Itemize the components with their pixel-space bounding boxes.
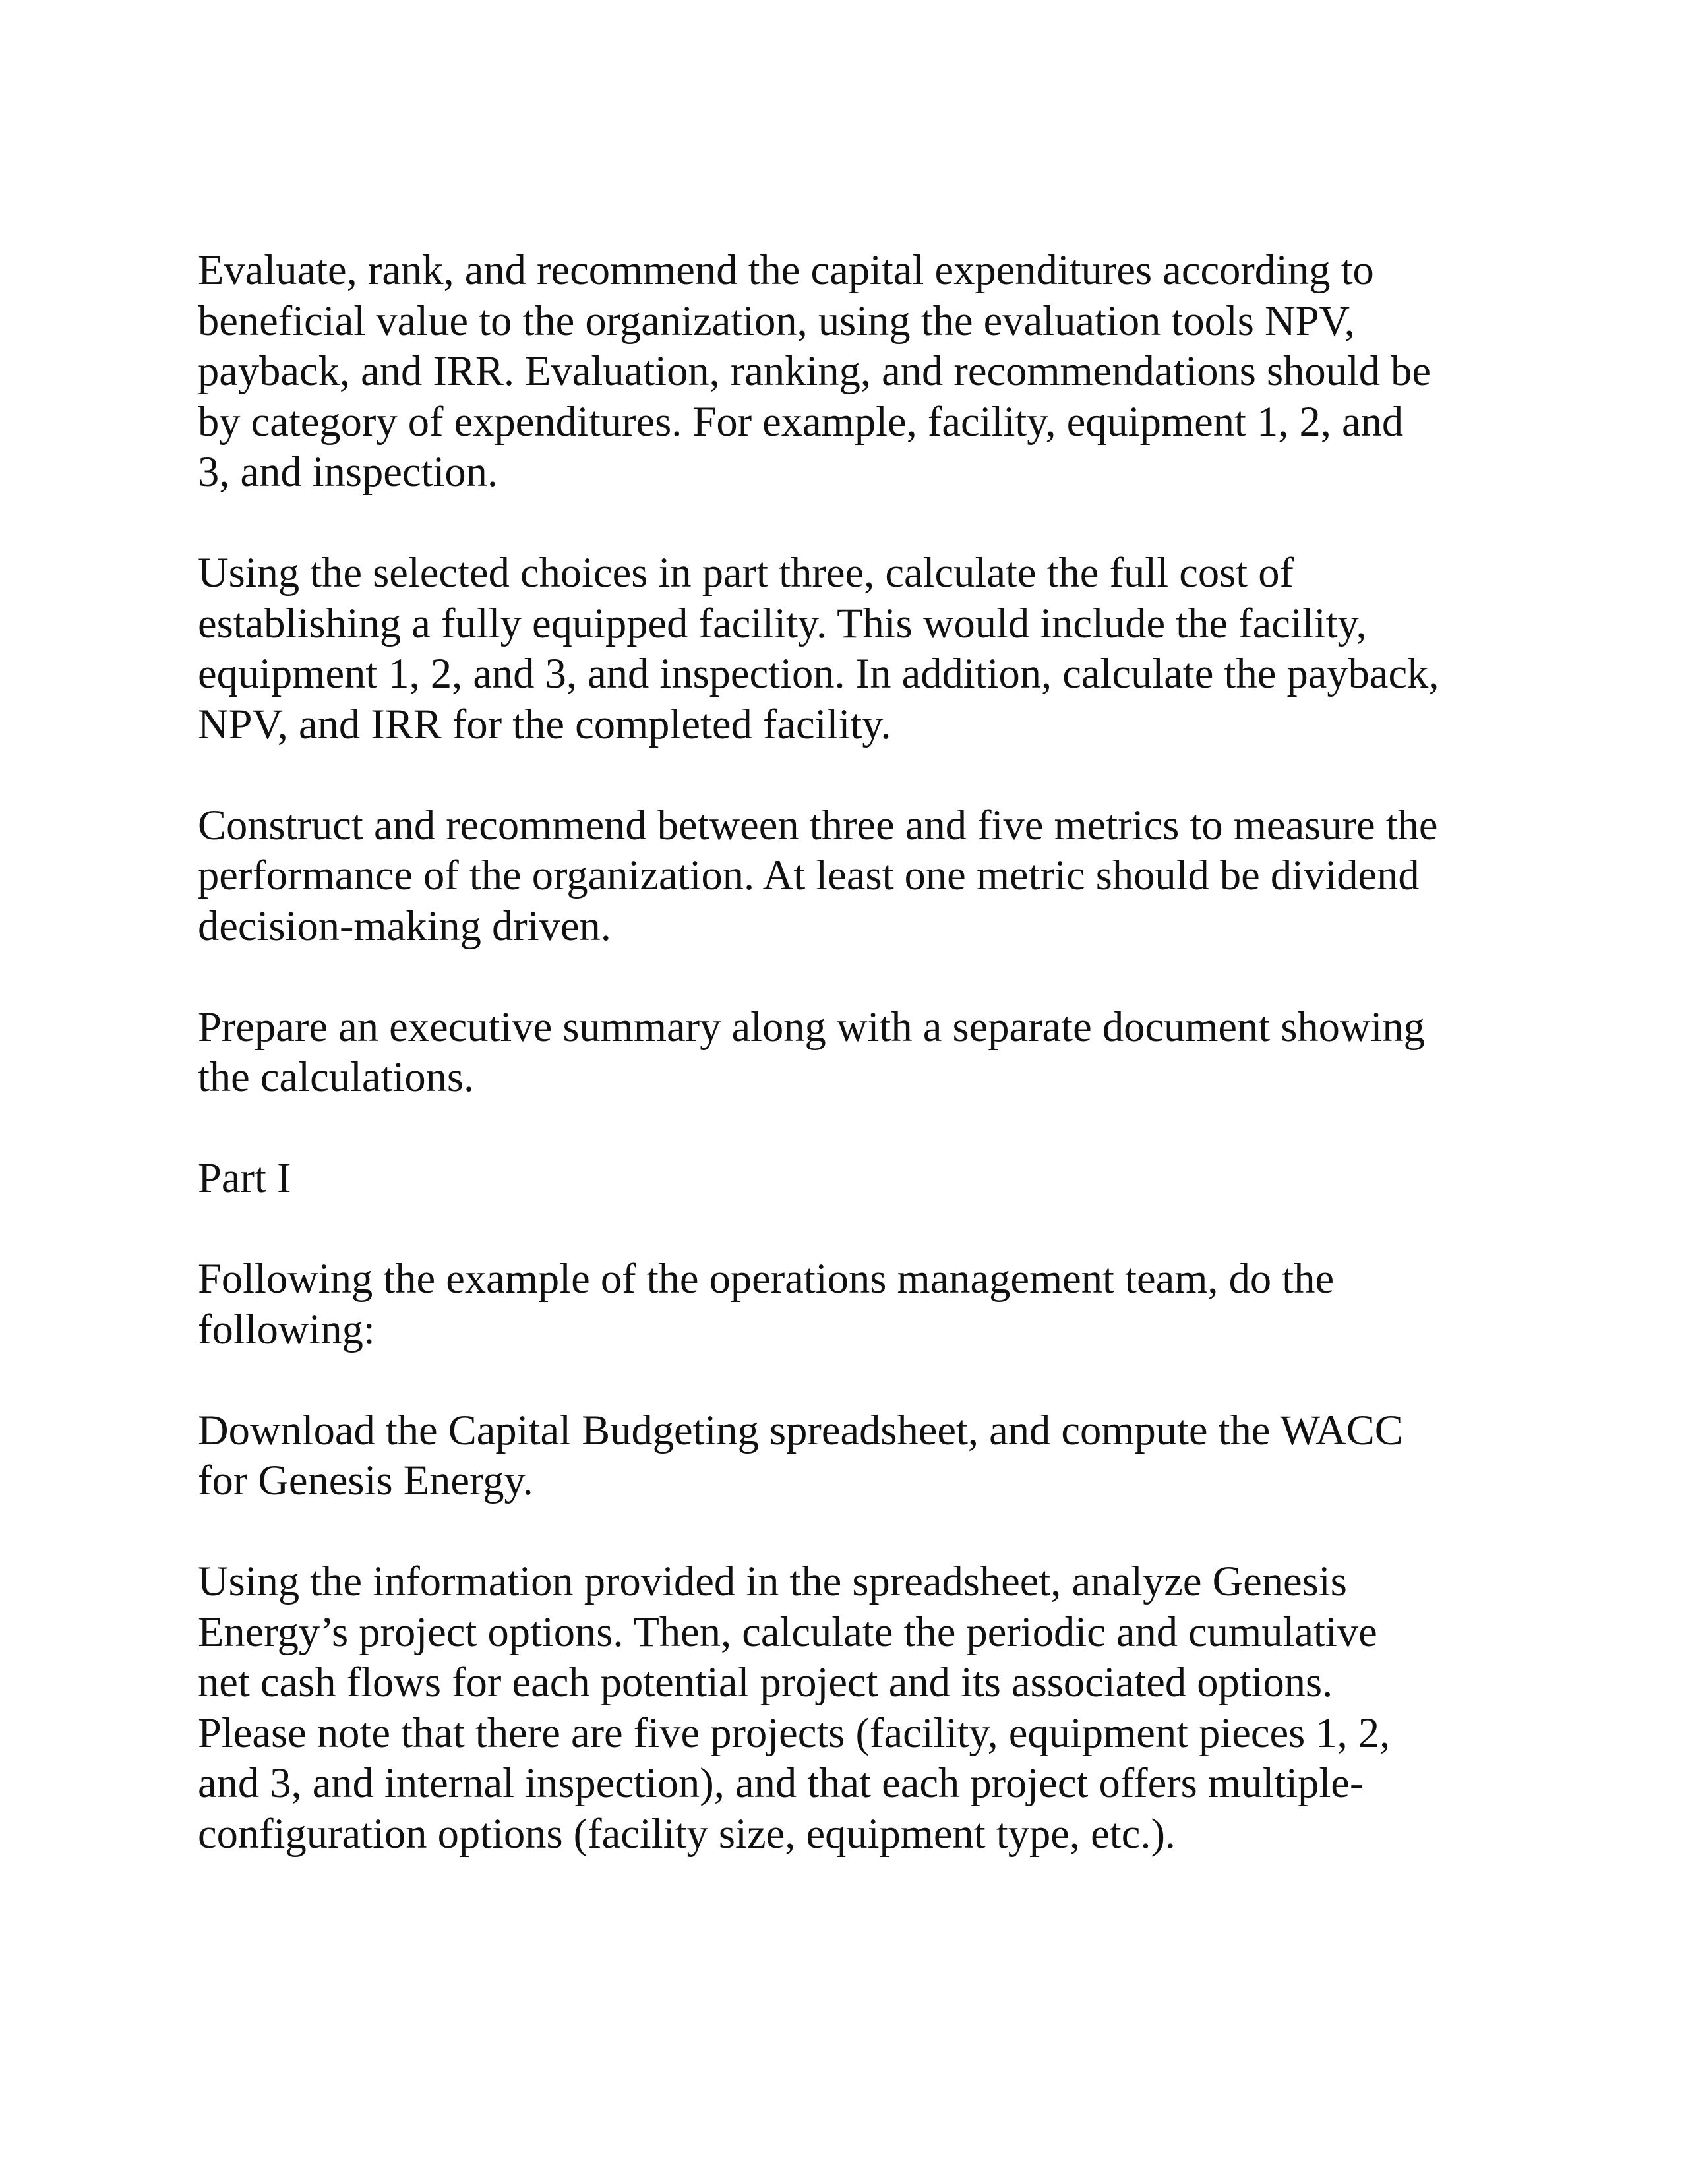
paragraph-full-cost xyxy=(198,548,1503,750)
paragraph-line: Prepare an executive summary along with a separate document showing xyxy=(198,1003,1425,1050)
paragraph-line: NPV, and IRR for the completed facility. xyxy=(198,700,891,748)
paragraph-line: payback, and IRR. Evaluation, ranking, and recommendations should be xyxy=(198,347,1432,394)
section-heading-part-one xyxy=(198,1153,1503,1204)
paragraph-line: Evaluate, rank, and recommend the capital expenditures according to xyxy=(198,247,1374,293)
paragraph-download-spreadsheet xyxy=(198,1405,1503,1506)
paragraph-metrics xyxy=(198,800,1503,952)
paragraph-line: Please note that there are five projects (facility, equipment pieces 1, 2, xyxy=(198,1709,1391,1756)
paragraph-line: net cash flows for each potential project and its associated options. xyxy=(198,1659,1333,1705)
paragraph-line: Energy’s project options. Then, calculate the periodic and cumulative xyxy=(198,1608,1377,1655)
paragraph-line: equipment 1, 2, and 3, and inspection. In addition, calculate the payback, xyxy=(198,650,1439,697)
document-body xyxy=(198,245,1503,1910)
paragraph-line: Construct and recommend between three and five metrics to measure the xyxy=(198,801,1438,848)
paragraph-line: performance of the organization. At least one metric should be dividend xyxy=(198,852,1420,899)
paragraph-analyze-options xyxy=(198,1556,1503,1859)
paragraph-line: for Genesis Energy. xyxy=(198,1457,533,1504)
paragraph-executive-summary xyxy=(198,1002,1503,1103)
paragraph-line: the calculations. xyxy=(198,1053,475,1100)
paragraph-line: beneficial value to the organization, using the evaluation tools NPV, xyxy=(198,297,1355,344)
paragraph-line: decision-making driven. xyxy=(198,902,611,949)
paragraph-line: Download the Capital Budgeting spreadsheet, and compute the WACC xyxy=(198,1406,1403,1454)
paragraph-line: Part I xyxy=(198,1154,291,1201)
paragraph-line: Using the information provided in the spreadsheet, analyze Genesis xyxy=(198,1558,1347,1605)
paragraph-line: Following the example of the operations management team, do the xyxy=(198,1255,1335,1302)
paragraph-following-example xyxy=(198,1254,1503,1355)
paragraph-line: establishing a fully equipped facility. This would include the facility, xyxy=(198,599,1367,647)
paragraph-line: following: xyxy=(198,1305,375,1353)
paragraph-line: and 3, and internal inspection), and that each project offers multiple- xyxy=(198,1759,1364,1806)
paragraph-line: Using the selected choices in part three, calculate the full cost of xyxy=(198,549,1294,596)
paragraph-line: configuration options (facility size, equipment type, etc.). xyxy=(198,1810,1176,1857)
paragraph-line: by category of expenditures. For example, facility, equipment 1, 2, and xyxy=(198,398,1404,445)
paragraph-evaluate-rank-recommend xyxy=(198,245,1503,498)
paragraph-line: 3, and inspection. xyxy=(198,448,498,495)
